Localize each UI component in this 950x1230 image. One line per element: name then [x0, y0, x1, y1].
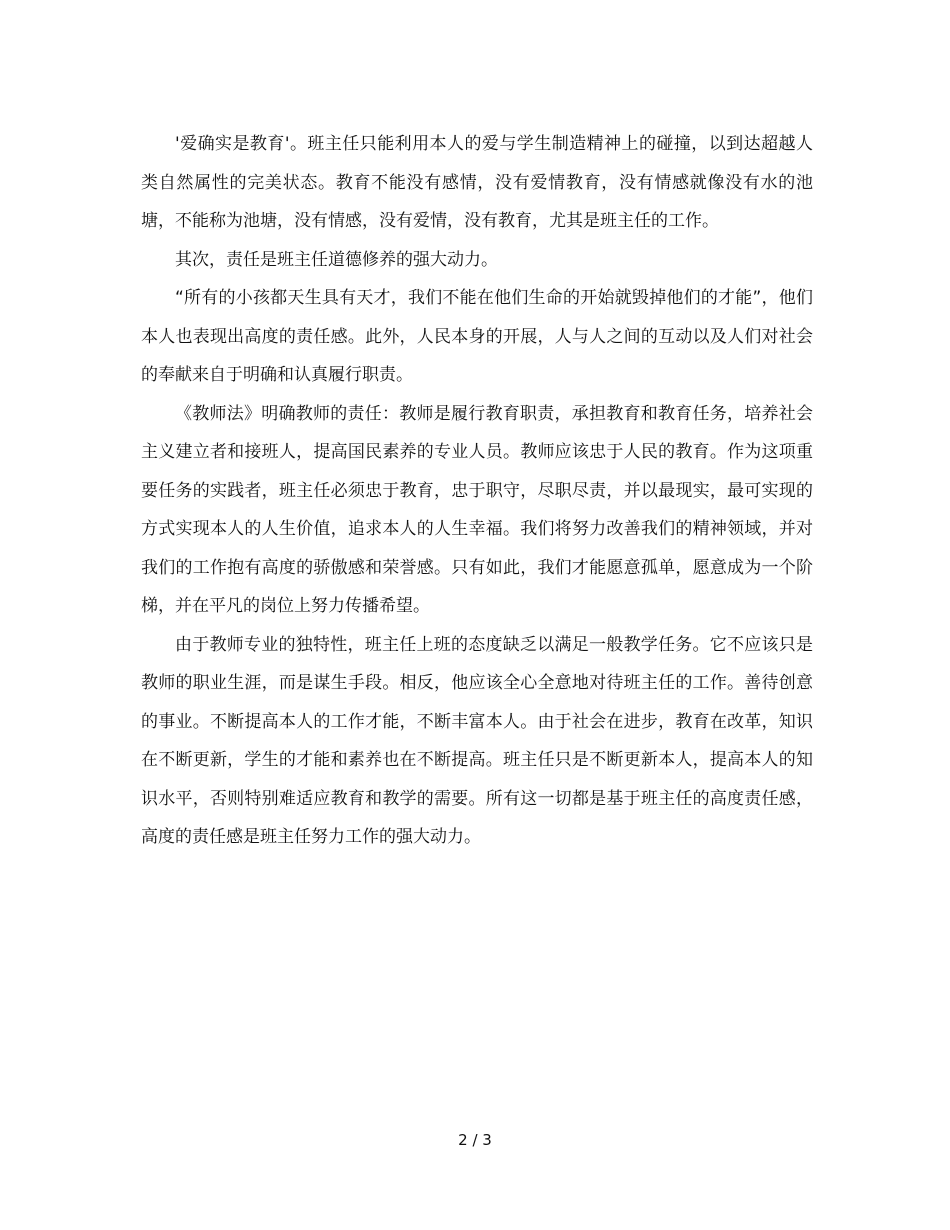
paragraph-teacher-law: 《教师法》明确教师的责任：教师是履行教育职责，承担教育和教育任务，培养社会主义建立者和接班人，提高国民素养的专业人员。教师应该忠于人民的教育。作为这项重要任务的实践者，班主任必须忠于教育，忠于职守，尽职尽责，并以最现实，最可实现的方式实现本人的人生价值，追求本人的人生幸福。我们将努力改善我们的精神领域，并对我们的工作抱有高度的骄傲感和荣誉感。只有如此，我们才能愿意孤单，愿意成为一个阶梯，并在平凡的岗位上努力传播希望。 — [141, 403, 813, 616]
page-number: 2 / 3 — [458, 1131, 492, 1149]
document-body — [141, 125, 813, 857]
paragraph-children-talent: “所有的小孩都天生具有天才，我们不能在他们生命的开始就毁掉他们的才能”，他们本人也表现出高度的责任感。此外，人民本身的开展，人与人之间的互动以及人们对社会的奉献来自于明确和认真履行职责。 — [141, 288, 813, 385]
paragraph-love-education: '爱确实是教育'。班主任只能利用本人的爱与学生制造精神上的碰撞，以到达超越人类自然属性的完美状态。教育不能没有感情，没有爱情教育，没有情感就像没有水的池塘，不能称为池塘，没有情感，没有爱情，没有教育，尤其是班主任的工作。 — [141, 134, 813, 231]
paragraph-teacher-profession: 由于教师专业的独特性，班主任上班的态度缺乏以满足一般教学任务。它不应该只是教师的职业生涯，而是谋生手段。相反，他应该全心全意地对待班主任的工作。善待创意的事业。不断提高本人的工作才能，不断丰富本人。由于社会在进步，教育在改革，知识在不断更新，学生的才能和素养也在不断提高。班主任只是不断更新本人，提高本人的知识水平，否则特别难适应教育和教学的需要。所有这一切都是基于班主任的高度责任感，高度的责任感是班主任努力工作的强大动力。 — [141, 634, 813, 847]
paragraph-responsibility-motivation: 其次，责任是班主任道德修养的强大动力。 — [175, 249, 498, 270]
